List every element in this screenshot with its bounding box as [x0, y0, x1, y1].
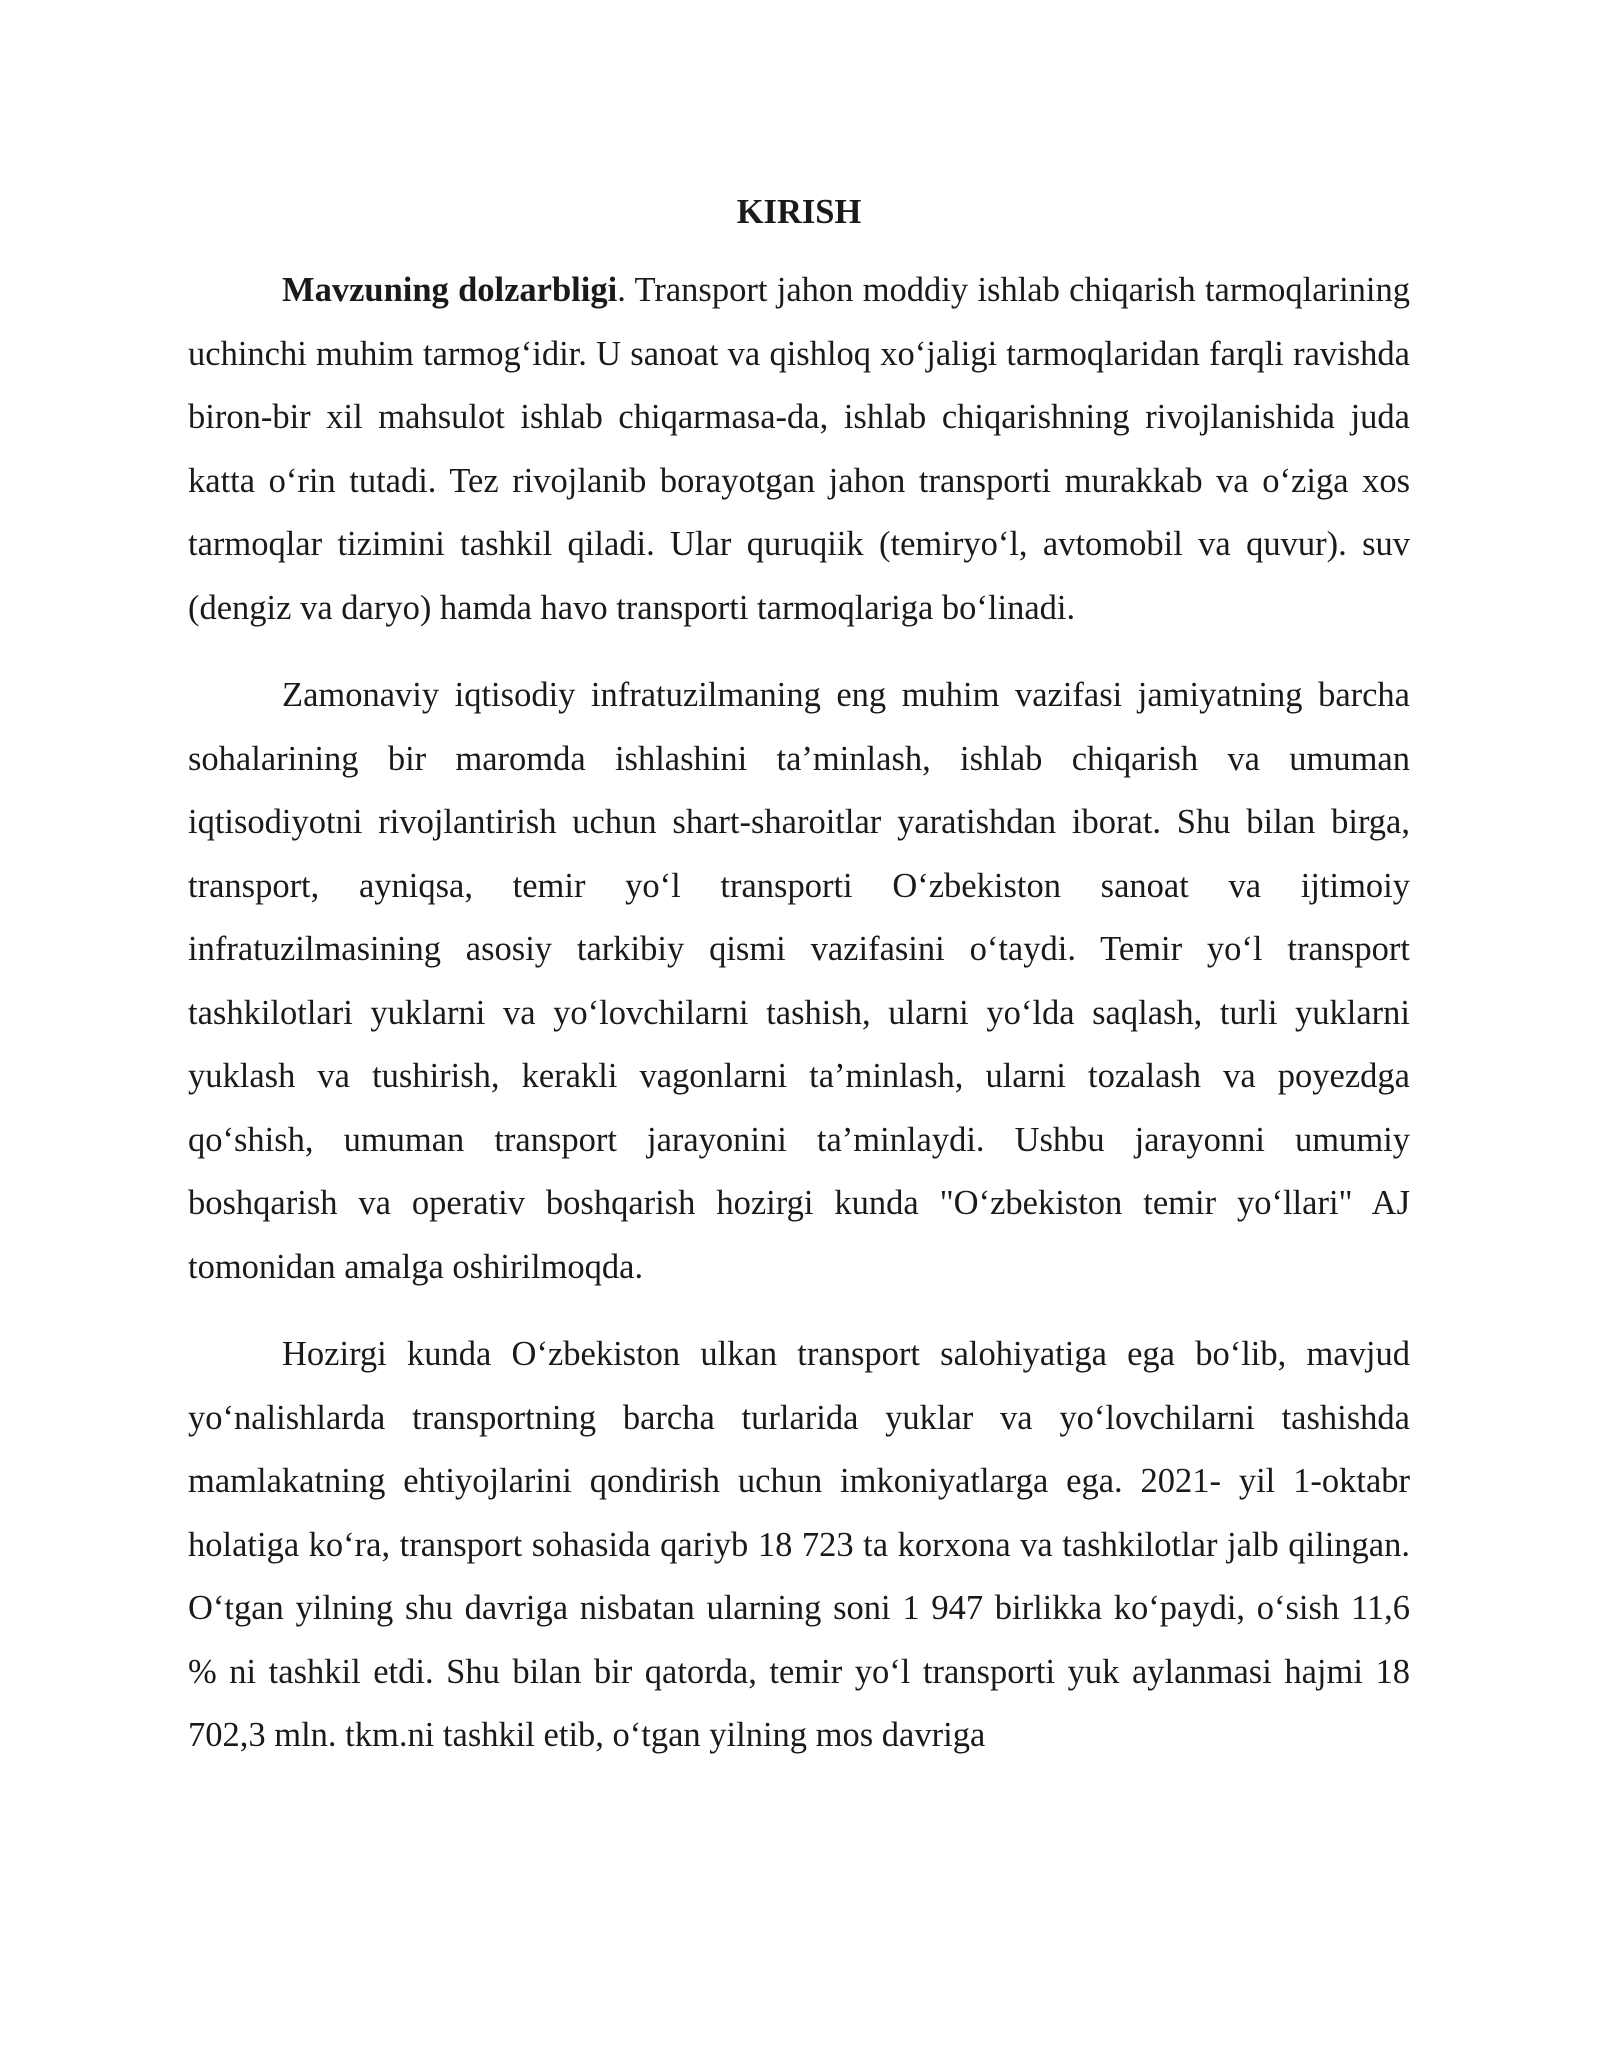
paragraph-text: . Transport jahon moddiy ishlab chiqarish tarmoqlarining uchinchi muhim tarmog‘idir. U sanoat va qishloq xo‘jaligi tarmoqlaridan farqli ravishda biron-bir xil mahsulot ishlab chiqarmasa-da, ishlab chiqarishning rivojlanishida juda katta o‘rin tutadi. Tez rivojlanib borayotgan jahon transporti murakkab va o‘ziga xos tarmoqlar tizimini tashkil qiladi. Ular quruqiik (temiryo‘l, avtomobil va quvur). suv (dengiz va daryo) hamda havo transporti tarmoqlariga bo‘linadi. [188, 271, 1410, 627]
paragraph-transport-potential [188, 1323, 1410, 1768]
paragraph-relevance [188, 259, 1410, 640]
paragraph-text: Zamonaviy iqtisodiy infratuzilmaning eng muhim vazifasi jamiyatning barcha sohalarining bir maromda ishlashini ta’minlash, ishlab chiqarish va umuman iqtisodiyotni rivojlantirish uchun shart-sharoitlar yaratishdan iborat. Shu bilan birga, transport, ayniqsa, temir yo‘l transporti O‘zbekiston sanoat va ijtimoiy infratuzilmasining asosiy tarkibiy qismi vazifasini o‘taydi. Temir yo‘l transport tashkilotlari yuklarni va yo‘lovchilarni tashish, ularni yo‘lda saqlash, turli yuklarni yuklash va tushirish, kerakli vagonlarni ta’minlash, ularni tozalash va poyezdga qo‘shish, umuman transport jarayonini ta’minlaydi. Ushbu jarayonni umumiy boshqarish va operativ boshqarish hozirgi kunda "O‘zbekiston temir yo‘llari" AJ tomonidan amalga oshirilmoqda. [188, 676, 1410, 1286]
document-body [188, 188, 1410, 1768]
paragraph-lead-heading: Mavzuning dolzarbligi [282, 271, 618, 309]
paragraph-infrastructure [188, 664, 1410, 1299]
paragraph-text: Hozirgi kunda O‘zbekiston ulkan transport salohiyatiga ega bo‘lib, mavjud yo‘nalishlarda transportning barcha turlarida yuklar va yo‘lovchilarni tashishda mamlakatning ehtiyojlarini qondirish uchun imkoniyatlarga ega. 2021- yil 1-oktabr holatiga ko‘ra, transport sohasida qariyb 18 723 ta korxona va tashkilotlar jalb qilingan. O‘tgan yilning shu davriga nisbatan ularning soni 1 947 birlikka ko‘paydi, o‘sish 11,6 % ni tashkil etdi. Shu bilan bir qatorda, temir yo‘l transporti yuk aylanmasi hajmi 18 702,3 mln. tkm.ni tashkil etib, o‘tgan yilning mos davriga [188, 1335, 1410, 1754]
page-title: KIRISH [736, 193, 862, 231]
